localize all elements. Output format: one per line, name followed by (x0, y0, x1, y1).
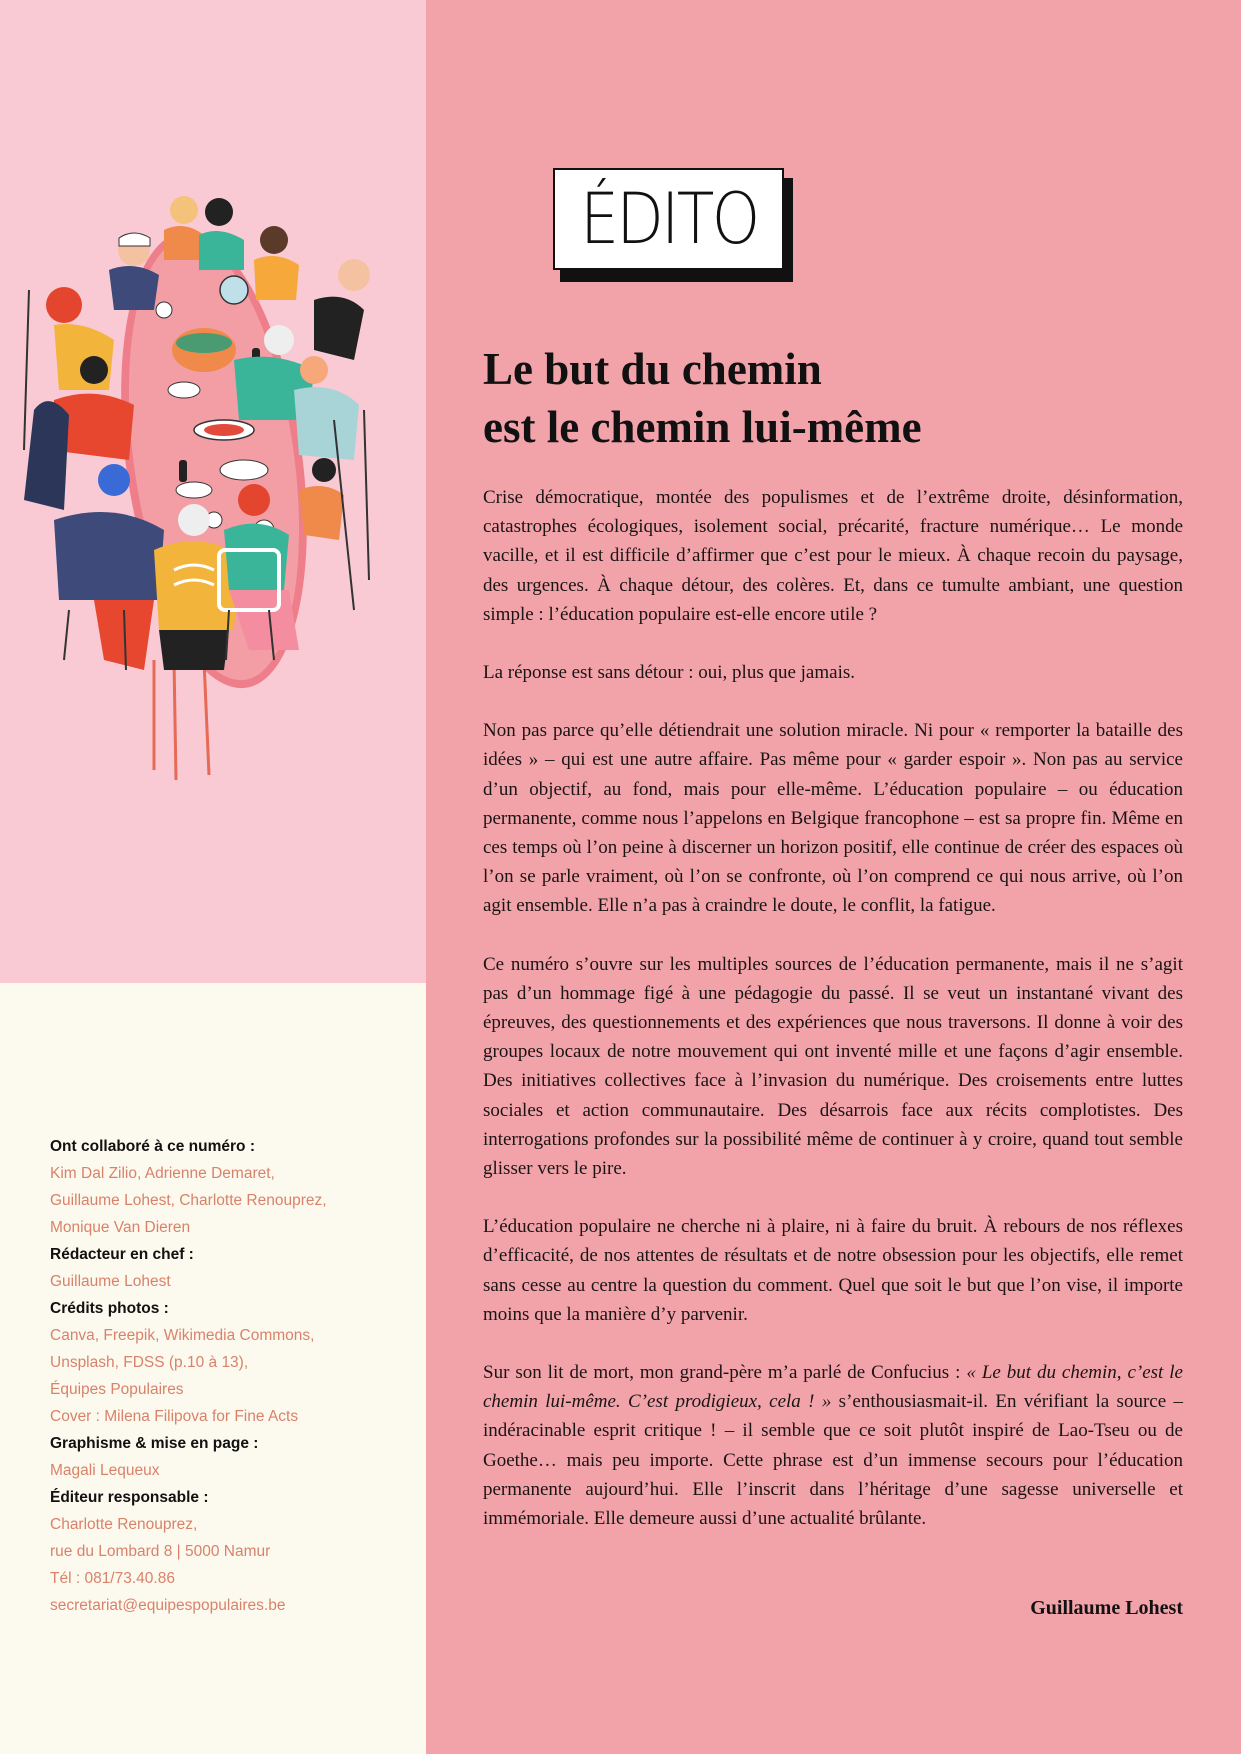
design-label: Graphisme & mise en page : (50, 1435, 259, 1452)
photo-credits-line: Unsplash, FDSS (p.10 à 13), (50, 1354, 249, 1371)
author-signature: Guillaume Lohest (1030, 1597, 1183, 1619)
people-around-table-illustration (14, 190, 414, 790)
title-line-2: est le chemin lui-même (483, 402, 922, 452)
collaborators-line: Guillaume Lohest, Charlotte Renouprez, (50, 1192, 327, 1209)
collaborators-line: Monique Van Dieren (50, 1219, 191, 1236)
edito-stamp (553, 168, 795, 286)
publisher-address: rue du Lombard 8 | 5000 Namur (50, 1543, 271, 1560)
publisher-phone: Tél : 081/73.40.86 (50, 1570, 175, 1587)
illustration-panel (0, 0, 426, 983)
editor-name: Guillaume Lohest (50, 1273, 171, 1290)
paragraph-text: s’enthousiasmait-il. En vérifiant la source – indéracinable esprit critique ! – il semble que ce soit plutôt inspiré de Lao-Tseu ou de Goethe… mais peu importe. Cette phrase est d’un immense secours pour l’éducation permanente aujourd’hui. Elle l’inscrit dans l’héritage d’une sagesse universelle et immémoriale. Elle demeure aussi d’une actualité brûlante. (483, 1391, 1183, 1530)
photo-credits-line: Canva, Freepik, Wikimedia Commons, (50, 1327, 315, 1344)
photo-credits-line: Cover : Milena Filipova for Fine Acts (50, 1408, 299, 1425)
paragraph: L’éducation populaire ne cherche ni à plaire, ni à faire du bruit. À rebours de nos réflexes d’efficacité, de nos attentes de résultats et de notre obsession pour les objectifs, elle remet sans cesse au centre la question du comment. Quel que soit le but que l’on vise, il importe moins que la manière d’y parvenir. (483, 1216, 1183, 1325)
paragraph: Non pas parce qu’elle détiendrait une solution miracle. Ni pour « remporter la bataille des idées » – qui est une autre affaire. Pas même pour « garder espoir ». Non pas au service d’un objectif, au fond, mais pour elle-même. L’éducation populaire – ou éducation permanente, comme nous l’appelons en Belgique francophone – est sa propre fin. Même en ces temps où l’on peine à discerner un horizon positif, elle continue de créer des espaces où l’on se parle vraiment, où l’on se confronte, où l’on comprend ce qui nous arrive, où l’on agit ensemble. Elle n’a pas à craindre le doute, le conflit, la fatigue. (483, 720, 1183, 917)
editor-label: Rédacteur en chef : (50, 1246, 194, 1263)
paragraph: La réponse est sans détour : oui, plus que jamais. (483, 662, 856, 684)
page-title (483, 340, 1203, 456)
confucius-quote: « Le but du chemin, c’est le chemin lui-même. C’est prodigieux, cela ! » (483, 1362, 1183, 1413)
paragraph: Crise démocratique, montée des populismes et de l’extrême droite, désinformation, catastrophes écologiques, isolement social, précarité, fracture numérique… Le monde vacille, et il est difficile d’affirmer que c’est pour le mieux. À chaque recoin du paysage, des urgences. À chaque détour, des colères. Et, dans ce tumulte ambiant, une question simple : l’éducation populaire est-elle encore utile ? (483, 487, 1183, 625)
paragraph-text: Sur son lit de mort, mon grand-père m’a parlé de Confucius : (483, 1362, 967, 1384)
credits-block (50, 1133, 420, 1619)
collaborators-line: Kim Dal Zilio, Adrienne Demaret, (50, 1165, 275, 1182)
designer-name: Magali Lequeux (50, 1462, 160, 1479)
article-body (483, 483, 1183, 1562)
collaborators-label: Ont collaboré à ce numéro : (50, 1138, 255, 1155)
photo-credits-line: Équipes Populaires (50, 1381, 184, 1398)
paragraph (483, 1358, 1183, 1533)
publisher-email: secretariat@equipespopulaires.be (50, 1597, 286, 1614)
photo-credits-label: Crédits photos : (50, 1300, 169, 1317)
publisher-label: Éditeur responsable : (50, 1489, 209, 1506)
edito-label: ÉDITO (579, 178, 758, 260)
title-line-1: Le but du chemin (483, 344, 822, 394)
edito-box (553, 168, 784, 270)
paragraph: Ce numéro s’ouvre sur les multiples sources de l’éducation permanente, mais il ne s’agit pas d’un hommage figé à une pédagogie du passé. Il se veut un instantané vivant des épreuves, des questionnements et des expériences que nous traversons. Il donne à voir des groupes locaux de notre mouvement qui ont inventé mille et une façons d’agir ensemble. Des initiatives collectives face à l’invasion du numérique. Des croisements entre luttes sociales et action communautaire. Des désarrois face aux récits complotistes. Des interrogations profondes sur la possibilité même de continuer à y croire, quand tout semble glisser vers le pire. (483, 953, 1183, 1180)
publisher-name: Charlotte Renouprez, (50, 1516, 198, 1533)
